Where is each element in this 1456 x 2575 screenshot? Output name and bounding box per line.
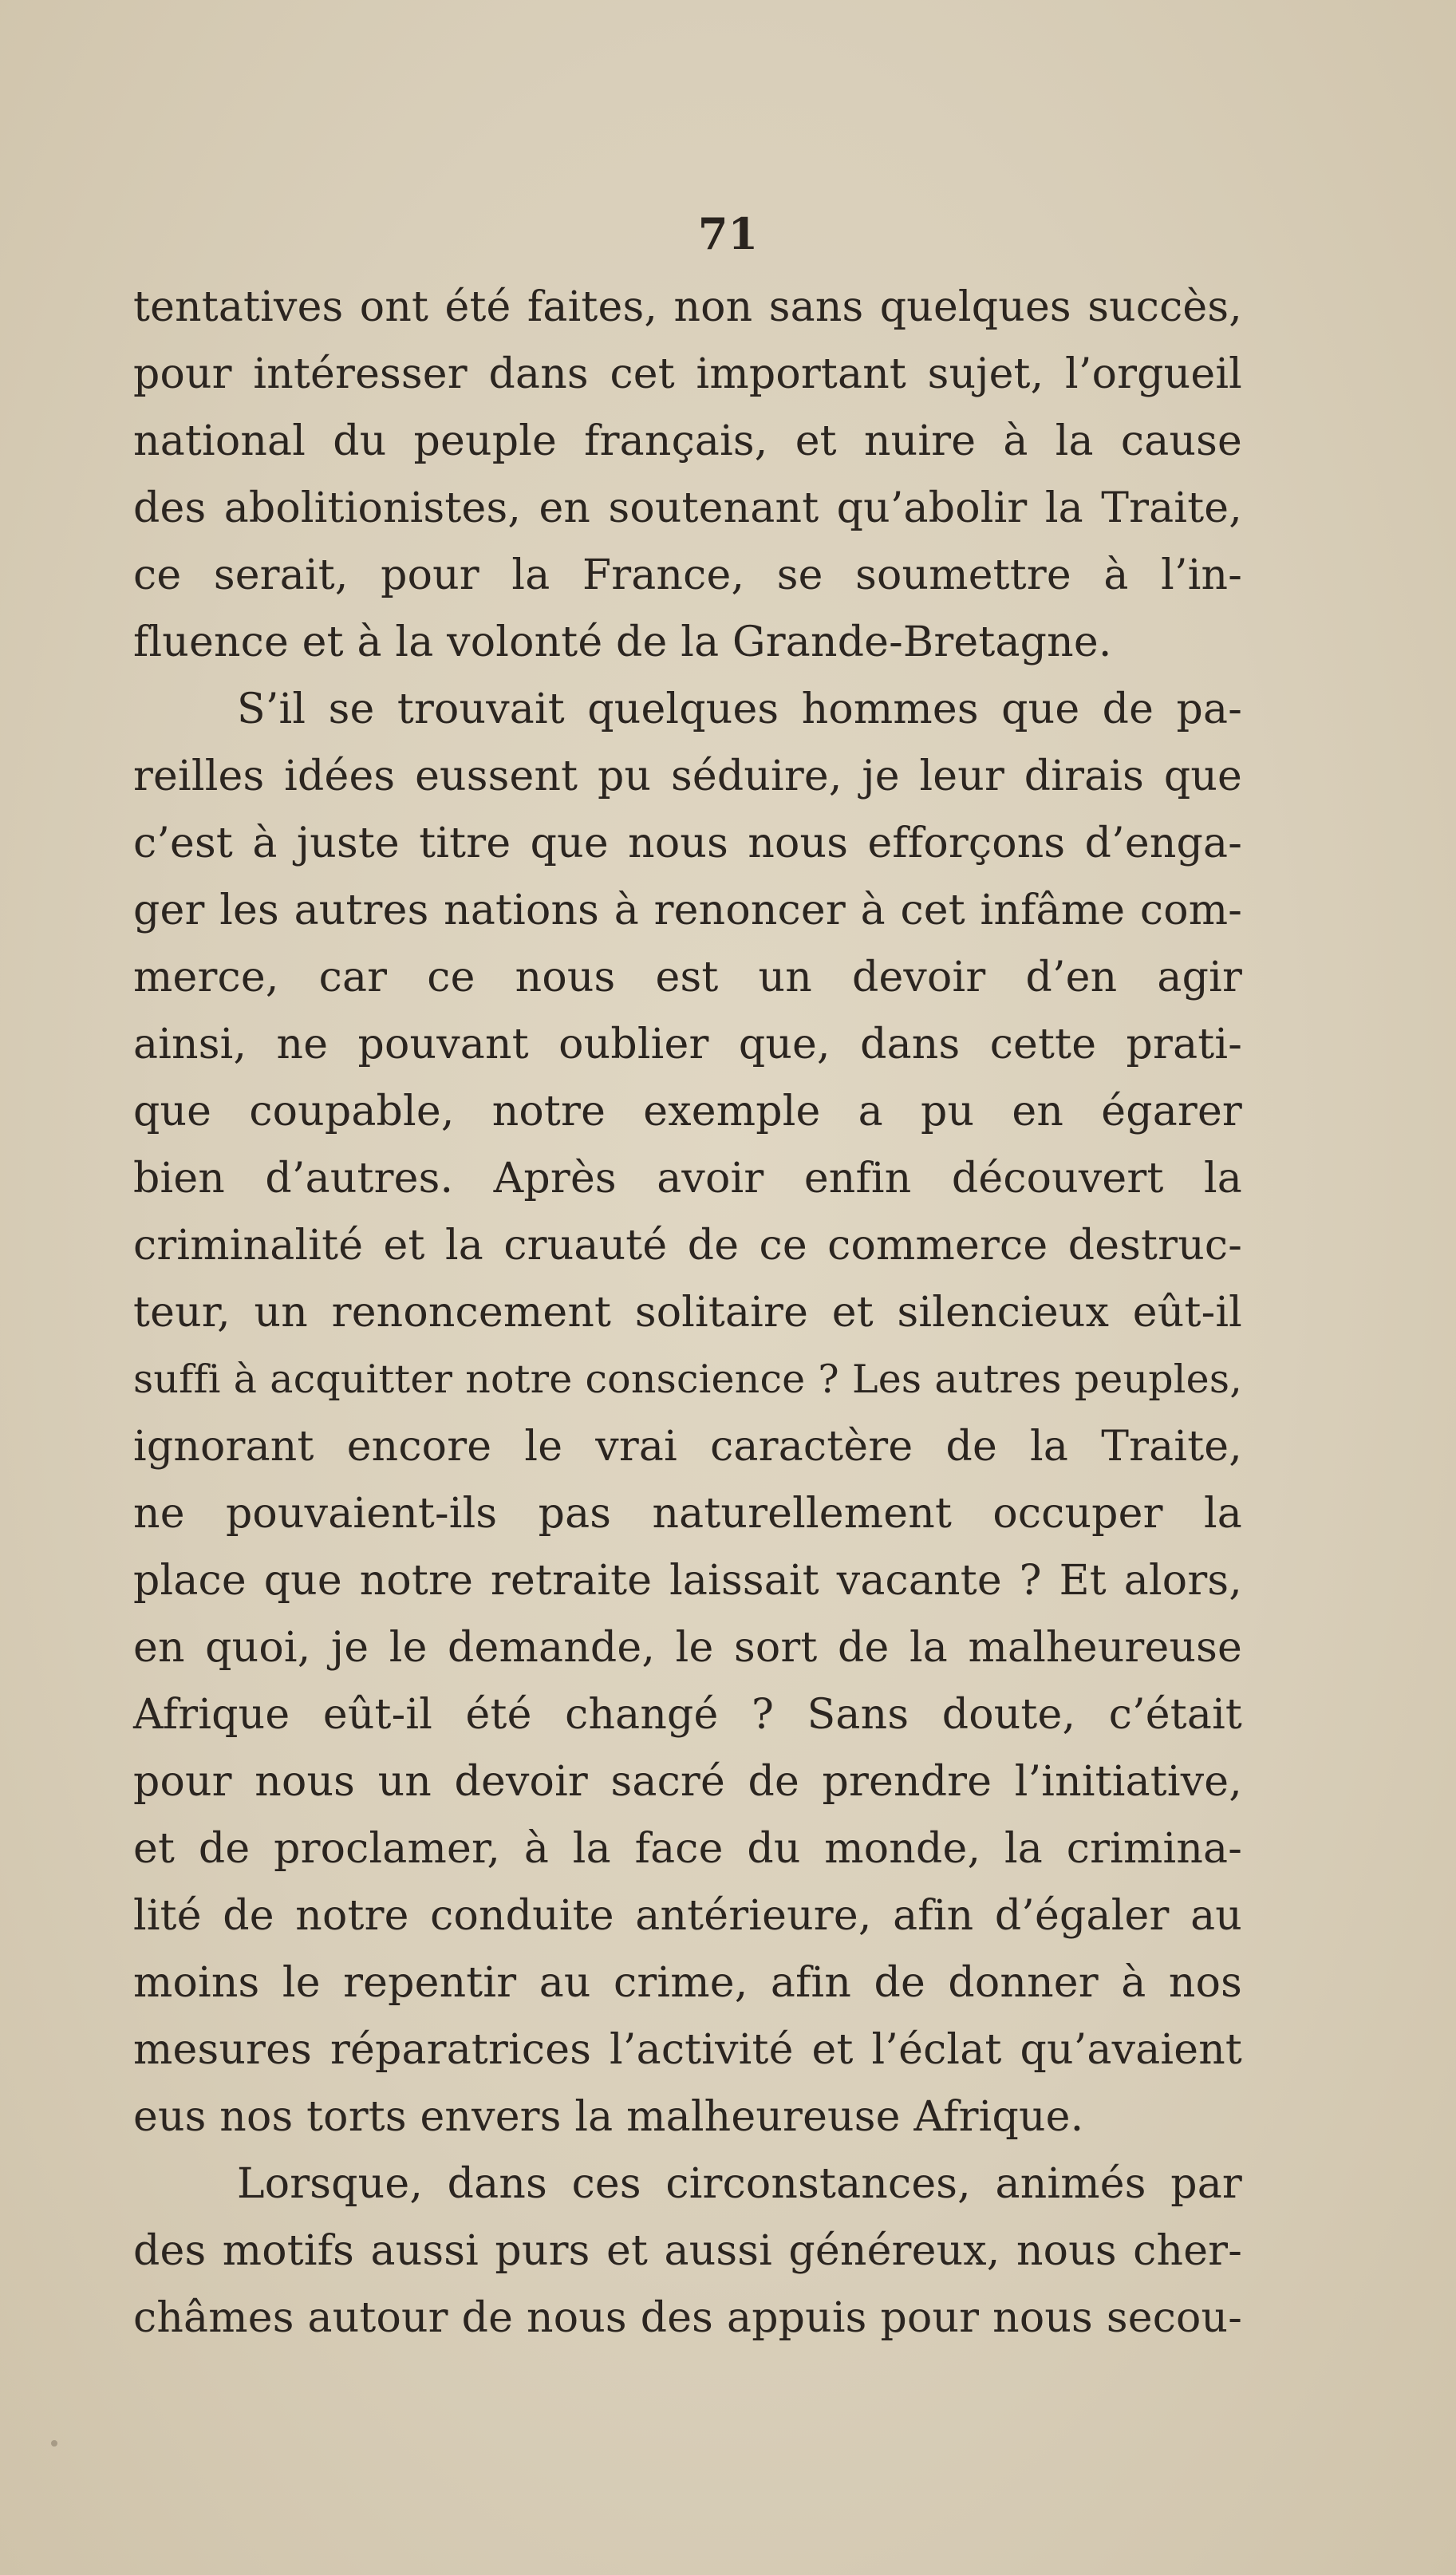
text-line: Afrique eût-il été changé ? Sans doute, c’était bbox=[133, 1691, 1242, 1739]
text-line: châmes autour de nous des appuis pour nous secou- bbox=[133, 2294, 1242, 2342]
text-line: ne pouvaient-ils pas naturellement occuper la bbox=[133, 1490, 1242, 1538]
paper-speck bbox=[51, 2440, 57, 2447]
text-line: lité de notre conduite antérieure, afin d’égaler au bbox=[133, 1892, 1242, 1940]
text-line: mesures réparatrices l’activité et l’éclat qu’avaient bbox=[133, 2026, 1242, 2074]
text-line: c’est à juste titre que nous nous efforçons d’enga- bbox=[133, 819, 1242, 867]
text-line: reilles idées eussent pu séduire, je leur dirais que bbox=[133, 752, 1242, 800]
text-line: S’il se trouvait quelques hommes que de pa- bbox=[237, 685, 1242, 733]
text-line: ignorant encore le vrai caractère de la Traite, bbox=[133, 1423, 1242, 1471]
text-line: bien d’autres. Après avoir enfin découvert la bbox=[133, 1155, 1242, 1203]
text-line: eus nos torts envers la malheureuse Afrique. bbox=[133, 2093, 1084, 2141]
text-line: ger les autres nations à renoncer à cet infâme com- bbox=[133, 887, 1242, 934]
text-line: teur, un renoncement solitaire et silencieux eût-il bbox=[133, 1289, 1242, 1337]
text-line: national du peuple français, et nuire à la cause bbox=[133, 417, 1242, 465]
text-line: suffi à acquitter notre conscience ? Les autres peuples, bbox=[133, 1357, 1242, 1402]
text-line: fluence et à la volonté de la Grande-Bretagne. bbox=[133, 618, 1112, 666]
text-line: place que notre retraite laissait vacante ? Et alors, bbox=[133, 1557, 1242, 1605]
text-line: moins le repentir au crime, afin de donner à nos bbox=[133, 1959, 1242, 2007]
text-line: tentatives ont été faites, non sans quelques succès, bbox=[133, 283, 1242, 331]
text-line: ce serait, pour la France, se soumettre à l’in- bbox=[133, 551, 1242, 599]
text-line: que coupable, notre exemple a pu en égarer bbox=[133, 1088, 1242, 1135]
text-line: criminalité et la cruauté de ce commerce destruc- bbox=[133, 1222, 1242, 1270]
text-line: et de proclamer, à la face du monde, la crimina- bbox=[133, 1825, 1242, 1873]
paragraph-3 bbox=[133, 2150, 1242, 2352]
page-number: 71 bbox=[697, 208, 759, 259]
paragraph-1 bbox=[133, 274, 1242, 676]
text-line: pour intéresser dans cet important sujet, l’orgueil bbox=[133, 350, 1242, 398]
body-text bbox=[133, 274, 1242, 2352]
text-line: pour nous un devoir sacré de prendre l’initiative, bbox=[133, 1758, 1242, 1806]
paragraph-2 bbox=[133, 676, 1242, 2150]
text-line: des motifs aussi purs et aussi généreux, nous cher- bbox=[133, 2227, 1242, 2275]
text-line: ainsi, ne pouvant oublier que, dans cette prati- bbox=[133, 1021, 1242, 1068]
text-line: merce, car ce nous est un devoir d’en agir bbox=[133, 954, 1242, 1001]
text-line: des abolitionistes, en soutenant qu’abolir la Traite, bbox=[133, 484, 1242, 532]
text-line: en quoi, je le demande, le sort de la malheureuse bbox=[133, 1624, 1242, 1672]
text-line: Lorsque, dans ces circonstances, animés par bbox=[237, 2160, 1242, 2208]
